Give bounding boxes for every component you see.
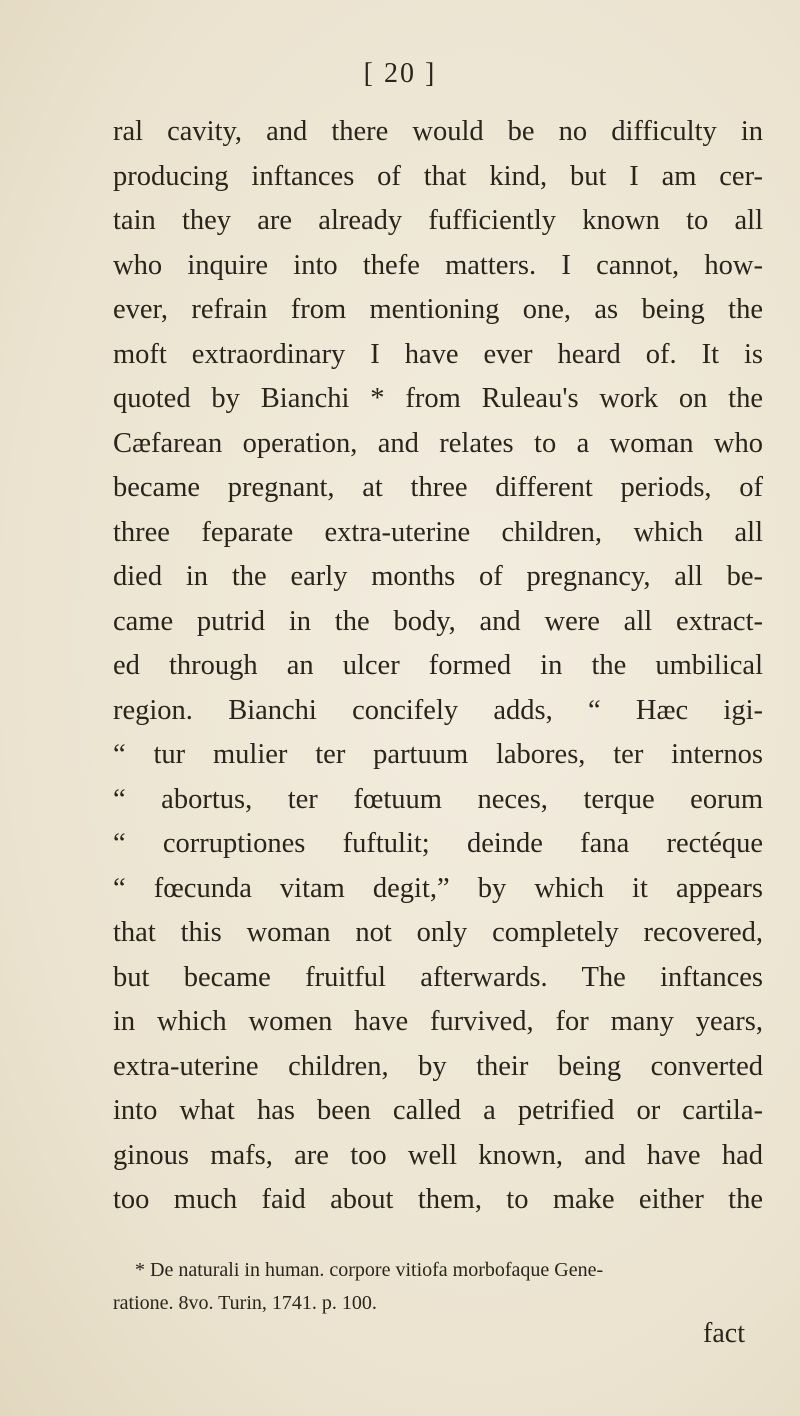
footnote-line: * De naturali in human. corpore vitiofa morbofaque Gene- [135,1259,604,1281]
body-line: became pregnant, at three different periods, of [113,472,763,503]
body-line: ral cavity, and there would be no difficulty in [113,116,763,147]
catchword: fact [703,1318,745,1349]
body-line: too much faid about them, to make either the [113,1184,763,1215]
body-line: came putrid in the body, and were all extract- [113,605,763,637]
page-number: [ 20 ] [363,58,437,89]
body-line: “ fœcunda vitam degit,” by which it appears [113,872,763,904]
body-line: Cæfarean operation, and relates to a woman who [113,427,763,459]
footnote-line: ratione. 8vo. Turin, 1741. p. 100. [113,1292,377,1314]
body-line: ed through an ulcer formed in the umbilical [113,650,763,681]
body-line: “ tur mulier ter partuum labores, ter internos [113,739,763,770]
body-line: quoted by Bianchi * from Ruleau's work on the [113,383,763,414]
body-line: “ corruptiones fuftulit; deinde fana rectéque [113,828,763,859]
body-line: ever, refrain from mentioning one, as being the [113,294,763,325]
body-line: moft extraordinary I have ever heard of. It is [113,338,763,370]
body-line: region. Bianchi concifely adds, “ Hæc igi- [113,694,763,726]
body-line: producing inftances of that kind, but I am cer- [113,160,763,192]
body-line: “ abortus, ter fœtuum neces, terque eorum [113,783,763,815]
body-line: that this woman not only completely recovered, [113,917,763,948]
body-line: into what has been called a petrified or cartila- [113,1095,763,1126]
body-text [113,110,763,1223]
body-line: but became fruitful afterwards. The inftances [113,961,763,993]
body-line: tain they are already fufficiently known to all [113,205,763,236]
footnote [113,1254,763,1320]
body-line: three feparate extra-uterine children, which all [113,516,763,548]
body-line: ginous mafs, are too well known, and have had [113,1139,763,1171]
body-line: extra-uterine children, by their being converted [113,1050,763,1082]
body-line: died in the early months of pregnancy, all be- [113,561,763,592]
body-line: in which women have furvived, for many years, [113,1006,763,1037]
body-line: who inquire into thefe matters. I cannot, how- [113,249,763,281]
